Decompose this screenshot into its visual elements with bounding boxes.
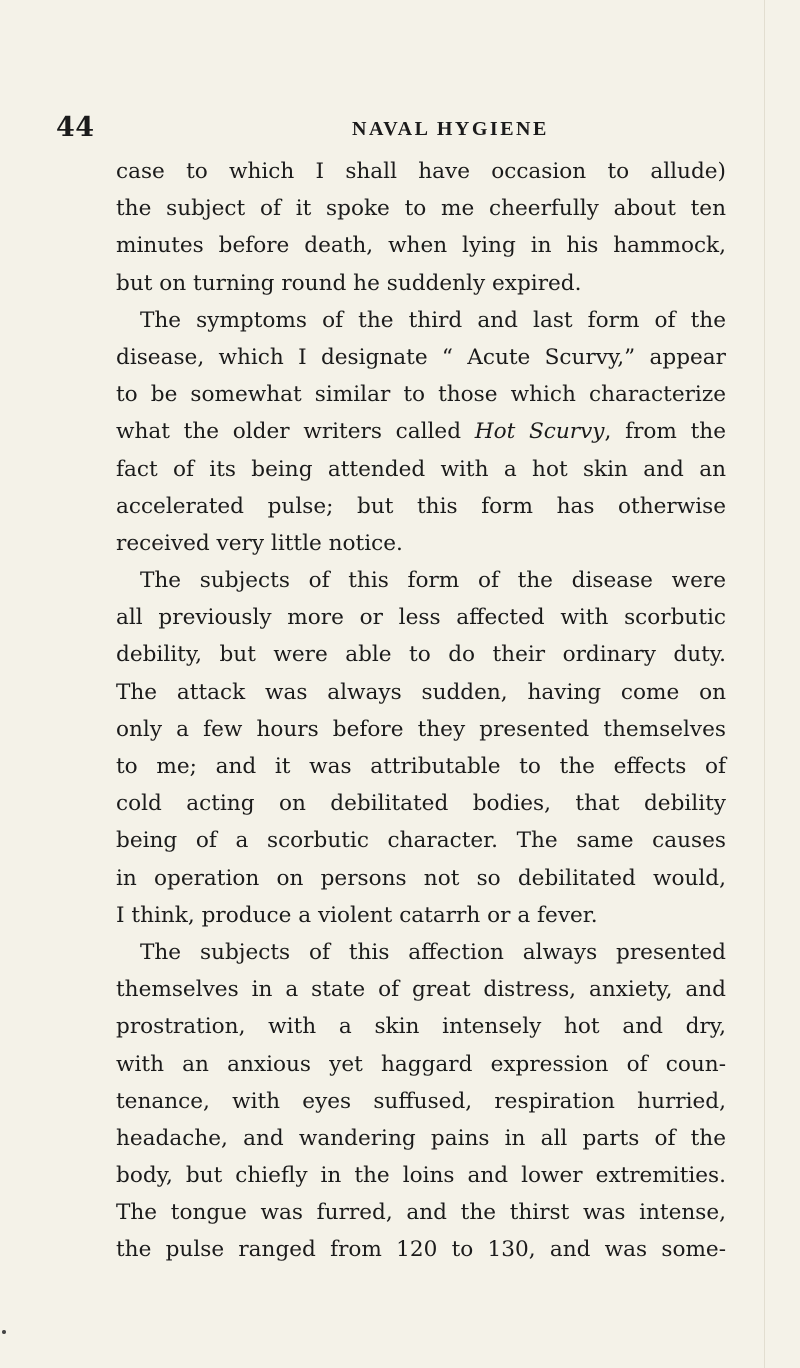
text-line: themselves in a state of great distress, anxiety, and [116, 977, 726, 1003]
text-line: fact of its being attended with a hot skin and an [116, 456, 726, 482]
text-line: body, but chiefly in the loins and lower extremities. [116, 1163, 726, 1189]
page-number: 44 [56, 112, 95, 143]
text-line: I think, produce a violent catarrh or a fever. [116, 902, 598, 928]
italic-term: Hot Scurvy [474, 419, 605, 445]
text-line: The subjects of this form of the disease were [140, 568, 726, 594]
text-line: but on turning round he suddenly expired. [116, 270, 582, 296]
text-line: case to which I shall have occasion to allude) [116, 159, 726, 184]
text-line: debility, but were able to do their ordinary duty. [116, 642, 726, 668]
page-header [56, 112, 736, 146]
text-line: all previously more or less affected with scorbutic [116, 605, 726, 631]
text-line: disease, which I designate “ Acute Scurvy,” appear [116, 344, 726, 370]
running-head: NAVAL HYGIENE [352, 118, 549, 140]
text-line: in operation on persons not so debilitated would, [116, 865, 726, 891]
text-line: The symptoms of the third and last form of the [140, 307, 726, 333]
text-line: the pulse ranged from 120 to 130, and was some- [116, 1237, 726, 1263]
text-line: the subject of it spoke to me cheerfully about ten [116, 196, 726, 222]
text-line: only a few hours before they presented themselves [116, 716, 726, 742]
text-line: received very little notice. [116, 530, 403, 556]
scan-speck [2, 1330, 6, 1334]
text-line: cold acting on debilitated bodies, that debility [116, 791, 726, 817]
text-line: to be somewhat similar to those which characterize [116, 382, 726, 408]
body-text [116, 153, 726, 1269]
text-line: what the older writers called Hot Scurvy, from the [116, 419, 726, 445]
text-line: The subjects of this affection always presented [140, 939, 726, 965]
text-line: headache, and wandering pains in all parts of the [116, 1125, 726, 1151]
page-edge-shadow [764, 0, 765, 1368]
text-line: accelerated pulse; but this form has otherwise [116, 493, 726, 519]
text-line: with an anxious yet haggard expression of coun- [116, 1051, 726, 1077]
text-line: prostration, with a skin intensely hot and dry, [116, 1014, 726, 1040]
text-line: minutes before death, when lying in his hammock, [116, 233, 726, 259]
text-line: The tongue was furred, and the thirst was intense, [116, 1200, 726, 1226]
text-line: to me; and it was attributable to the effects of [116, 754, 726, 779]
text-line: The attack was always sudden, having come on [116, 679, 726, 705]
text-line: being of a scorbutic character. The same causes [116, 828, 726, 854]
text-line: tenance, with eyes suffused, respiration hurried, [116, 1088, 726, 1114]
